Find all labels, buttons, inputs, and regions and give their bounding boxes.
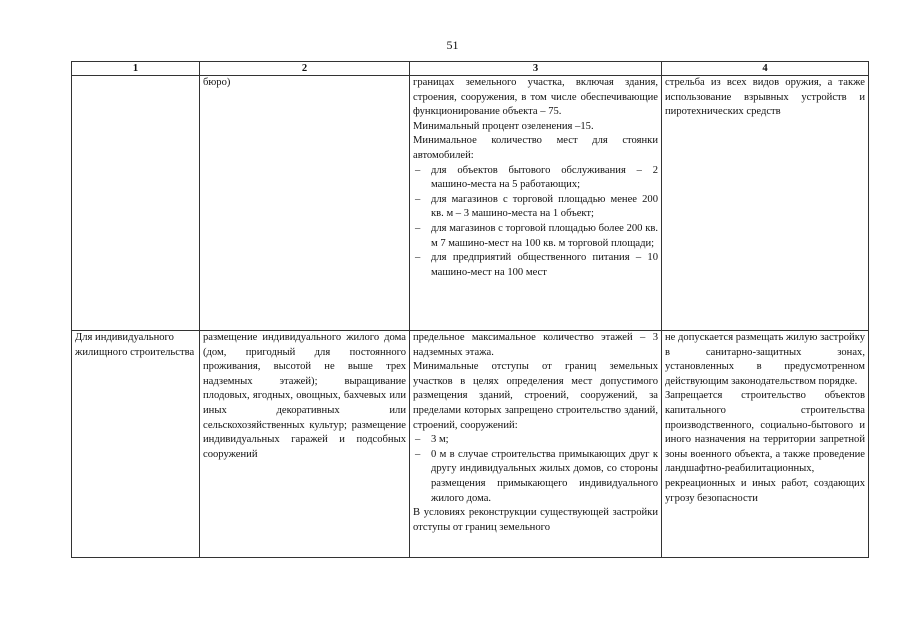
- row2-col1: [72, 331, 200, 558]
- row1-col2-text: бюро): [203, 77, 231, 88]
- table-row: [72, 76, 869, 331]
- document-table: [71, 61, 869, 558]
- column-header-4: 4: [662, 62, 869, 76]
- row1-col3-p2: Минимальный процент озеленения –15.: [413, 120, 594, 132]
- row2-col3-p3: В условиях реконструкции существующей застройки отступы от границ земельного: [413, 507, 658, 533]
- column-header-2: 2: [200, 62, 410, 76]
- row2-col2: [200, 331, 410, 558]
- row2-col4-p1: не допускается размещать жилую застройку в санитарно-защитных зонах, установленных в предусмотренном действующим законодательством порядке.: [665, 332, 865, 387]
- list-item: – для магазинов с торговой площадью менее 200 кв. м – 3 машино-места на 1 объект;: [413, 193, 658, 222]
- row2-col4-p2: Запрещается строительство объектов капитального строительства производственного, социально-бытового и иного назначения на территории запретной зоны военного объекта, а также проведение ландшафтно-реабилитационных, рекреационных и иных работ, создающих угрозу безопасности: [665, 390, 865, 504]
- row2-col1-text: Для индивидуального жилищного строительства: [75, 332, 195, 358]
- page-number: 51: [446, 38, 459, 52]
- table-row: [72, 331, 869, 558]
- row1-col3: [410, 76, 662, 331]
- list-item: – 0 м в случае строительства примыкающих друг к другу индивидуальных жилых домов, со стороны размещения примыкающего индивидуального жилого дома.: [413, 448, 658, 506]
- row1-col2: [200, 76, 410, 331]
- list-item: – для объектов бытового обслуживания – 2 машино-места на 5 работающих;: [413, 164, 658, 193]
- parking-requirements-list: [413, 164, 658, 281]
- row2-col4: [662, 331, 869, 558]
- row1-col3-p3: Минимальное количество мест для стоянки автомобилей:: [413, 135, 658, 161]
- row1-col1: [72, 76, 200, 331]
- table-header-row: [72, 62, 869, 76]
- row1-col3-p1: границах земельного участка, включая здания, строения, сооружения, в том числе обеспечивающие функционирование объекта – 75.: [413, 77, 658, 118]
- row1-col4-text: стрельба из всех видов оружия, а также использование взрывных устройств и пиротехнических средств: [665, 77, 865, 118]
- row2-col2-text: размещение индивидуального жилого дома (дом, пригодный для постоянного проживания, высотой не выше трех надземных этажей); выращивание плодовых, ягодных, овощных, бахчевых или иных декоративных или сельскохозяйственных культур; размещение индивидуальных гаражей и подсобных сооружений: [203, 332, 406, 460]
- column-header-3: 3: [410, 62, 662, 76]
- row2-col3: [410, 331, 662, 558]
- column-header-1: 1: [72, 62, 200, 76]
- row1-col4: [662, 76, 869, 331]
- list-item: – 3 м;: [413, 433, 658, 448]
- row2-col3-p2: Минимальные отступы от границ земельных участков в целях определения мест допустимого размещения зданий, строений, сооружений, за пределами которых запрещено строительство зданий, строений, сооружений:: [413, 361, 658, 431]
- list-item: – для магазинов с торговой площадью более 200 кв. м 7 машино-мест на 100 кв. м торговой площади;: [413, 222, 658, 251]
- row2-col3-p1: предельное максимальное количество этажей – 3 надземных этажа.: [413, 332, 658, 358]
- list-item: – для предприятий общественного питания – 10 машино-мест на 100 мест: [413, 251, 658, 280]
- setback-list: [413, 433, 658, 506]
